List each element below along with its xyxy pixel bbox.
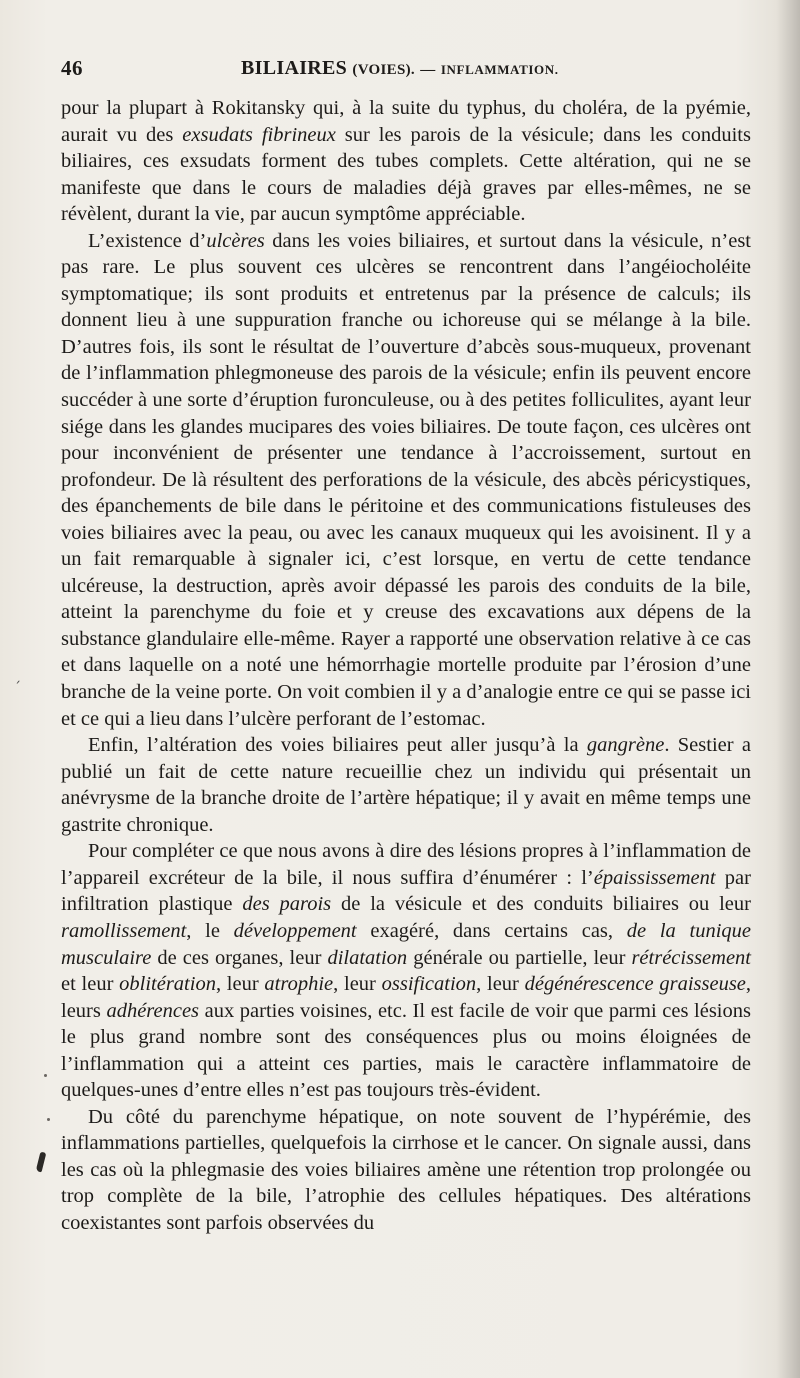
emphasis-text: dilatation [327,946,408,969]
page-header [61,56,751,90]
emphasis-text: gangrène [586,734,665,757]
emphasis-text: développement [233,919,357,942]
margin-speck [44,1074,47,1077]
text-run: Enfin, l’altération des voies biliaires peut aller jusqu’à la [88,734,587,757]
emphasis-text: rétrécissement [631,946,751,969]
text-run: de la vésicule et des conduits biliaires ou leur [331,893,751,916]
text-run: Pour compléter ce que nous avons à dire des lésions propres à l’inflammation de l’appareil excréteur de la bile, il nous suffira d’énumérer : l’ [61,840,751,889]
text-run: L’existence d’ [88,229,207,252]
running-title-dash: — [420,62,436,78]
emphasis-text: des parois [242,893,332,916]
running-title-paren: (VOIES). [352,62,415,78]
text-run: , leur [333,973,382,996]
text-run: générale ou partielle, leur [407,946,632,969]
paragraph [61,838,751,1103]
running-title-main: BILIAIRES [241,57,348,79]
text-run: et leur [61,973,120,996]
text-run: , leurs [61,973,752,1022]
text-run: pour la plupart à Rokitansky qui, à la suite du typhus, du choléra, de la pyémie, aurait vu des [61,97,751,146]
margin-ink-fleck [36,1152,47,1173]
paragraph [61,228,751,732]
margin-speck [47,1118,50,1121]
paragraph [61,732,751,838]
paragraph [61,1104,751,1237]
body-text [61,95,751,1237]
emphasis-text: exsudats fibrineux [182,123,336,146]
text-run: . Sestier a publié un fait de cette nature recueillie chez un individu qui présentait un anévrysme de la branche droite de l’artère hépatique; il y avait en même temps une gastrite chronique. [61,734,751,836]
text-run: par infiltration plastique [61,866,751,916]
emphasis-text: ulcères [206,229,265,252]
emphasis-text: atrophie [264,973,334,996]
text-run: , leur [215,973,265,996]
text-run: de ces organes, leur [151,946,328,969]
text-run: dans les voies biliaires, et surtout dans la vésicule, n’est pas rare. Le plus souvent ces ulcères se rencontrent dans l’angéiocholéite symptomatique; ils sont produits et entretenus par la présence de calculs; ils donnent lieu à une suppuration franche ou ichoreuse qui se mélange à la bile. D’autres fois, ils sont le résultat de l’ouverture d’abcès sous-muqueux, provenant de l’inflammation phlegmoneuse des parois de la vésicule; enfin ils peuvent encore succéder à une sorte d’éruption furonculeuse, ou à des petites folliculites, ayant leur siége dans les glandes mucipares des voies biliaires. De toute façon, ces ulcères ont pour inconvénient de présenter une tendance à l’accroissement, surtout en profondeur. De là résultent des perforations de la vésicule, des abcès péricystiques, des épanchements de bile dans le péritoine et des communications fistuleuses des voies biliaires avec la peau, ou avec les canaux muqueux qui les avoisinent. Il y a un fait remarquable à signaler ici, c’est lorsque, en vertu de cette tendance ulcéreuse, la destruction, après avoir dépassé les parois des conduits de la bile, atteint la parenchyme du foie et y creuse des excavations aux dépens de la substance glandulaire elle-même. Rayer a rapporté une observation relative à ce cas et dans laquelle on a noté une hémorrhagie mortelle produite par l’érosion d’une branche de la veine porte. On voit combien il y a d’analogie entre ce qui se passe ici et ce qui a lieu dans l’ulcère perforant de l’estomac. [61,229,751,730]
text-run: , le [186,919,234,942]
emphasis-text: épaississement [593,866,716,889]
emphasis-text: ramollissement [61,919,187,942]
margin-mark: ˏ [14,668,21,684]
running-title [241,57,559,80]
running-title-section: INFLAMMATION. [440,62,559,77]
paragraph [61,95,751,228]
text-run: Du côté du parenchyme hépatique, on note souvent de l’hypérémie, des inflammations partielles, quelquefois la cirrhose et le cancer. On signale aussi, dans les cas où la phlegmasie des voies biliaires amène une rétention trop prolongée ou trop complète de la bile, l’atrophie des cellules hépatiques. Des altérations coexistantes sont parfois observées du [61,1105,751,1234]
emphasis-text: adhérences [106,999,200,1022]
text-run: aux parties voisines, etc. Il est facile de voir que parmi ces lésions le plus grand nombre sont des conséquences plus ou moins éloignées de l’inflammation qui a atteint ces parties, mais le caractère inflammatoire de quelques-unes d’entre elles n’est pas toujours très-évident. [61,999,751,1102]
page-number: 46 [61,56,83,80]
text-run: exagéré, dans certains cas, [356,919,627,942]
emphasis-text: de la tunique musculaire [61,919,751,969]
emphasis-text: ossification [381,973,477,996]
emphasis-text: dégénérescence graisseuse [524,973,746,996]
text-run: , leur [476,973,525,996]
emphasis-text: oblitération [119,973,216,996]
text-run: sur les parois de la vésicule; dans les conduits biliaires, ces exsudats forment des tubes complets. Cette altération, qui ne se manifeste que dans le cours de maladies déjà graves par elles-mêmes, ne se révèlent, durant la vie, par aucun symptôme appréciable. [61,123,751,226]
